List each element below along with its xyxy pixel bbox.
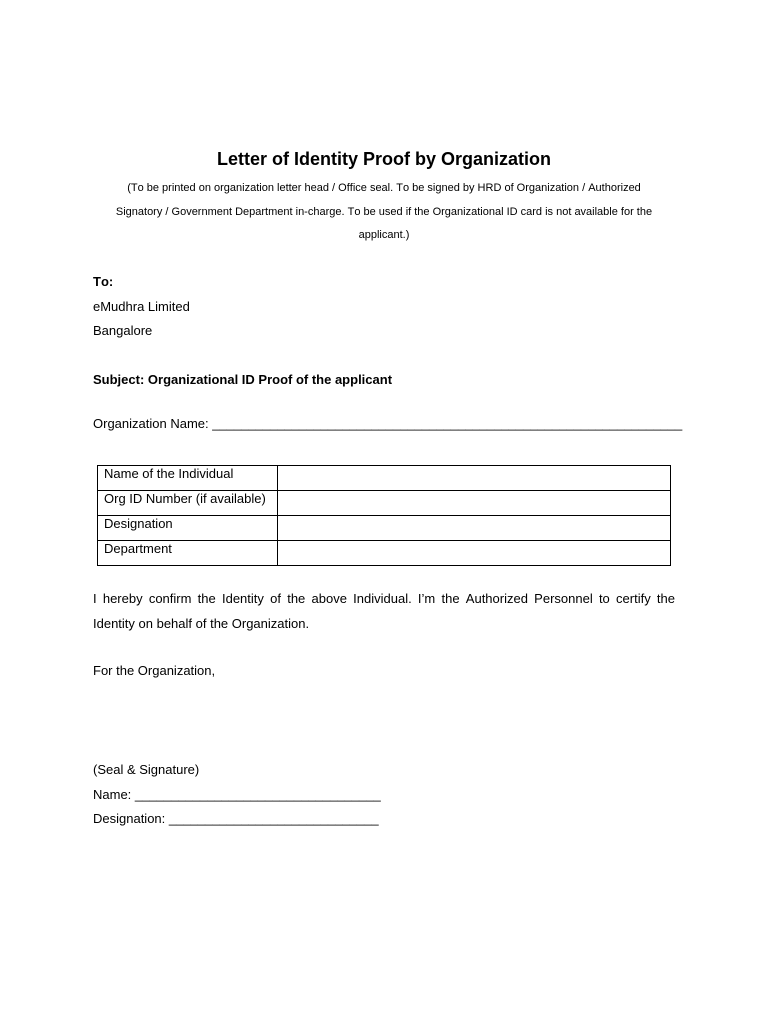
recipient-city: Bangalore [93,323,153,338]
table-value-cell [278,541,671,566]
table-label-cell: Org ID Number (if available) [98,491,278,516]
instruction-note [0,177,768,248]
instruction-note-line: (To be printed on organization letter head / Office seal. To be signed by HRD of Organization / Authorized [127,182,641,194]
signature-designation-line [93,807,381,832]
confirmation-paragraph: I hereby confirm the Identity of the above Individual. I’m the Authorized Personnel to certify the Identity on behalf of the Organization. [93,590,675,631]
table-row [98,541,671,566]
table-label-cell: Name of the Individual [98,466,278,491]
instruction-note-line: applicant.) [358,229,410,241]
table-row [98,491,671,516]
instruction-note-line: Signatory / Government Department in-charge. To be used if the Organizational ID card is not available for the [115,205,653,218]
signature-name-label: Name: [93,786,132,802]
signature-name-line [93,783,381,808]
table-value-cell [278,466,671,491]
to-label: To: [93,274,114,289]
individual-details-table [97,465,671,566]
signature-name-blank: __________________________________ [134,786,381,802]
table-label-cell: Department [98,541,278,566]
signature-block [93,758,381,832]
recipient-address [93,270,190,344]
organization-name-line [93,412,682,436]
table-label-cell: Designation [98,516,278,541]
subject-line: Subject: Organizational ID Proof of the applicant [93,372,393,387]
organization-name-label: Organization Name: [93,416,209,431]
table-row [98,466,671,491]
seal-signature-label: (Seal & Signature) [93,762,200,777]
table-row [98,516,671,541]
recipient-name: eMudhra Limited [93,298,190,314]
page-title: Letter of Identity Proof by Organization [216,149,551,169]
signature-designation-label: Designation: [93,811,166,826]
table-value-cell [278,516,671,541]
table-value-cell [278,491,671,516]
signature-designation-blank: _____________________________ [168,811,379,826]
closing-line: For the Organization, [93,663,216,678]
organization-name-blank: _________________________________________________________________ [212,416,683,431]
